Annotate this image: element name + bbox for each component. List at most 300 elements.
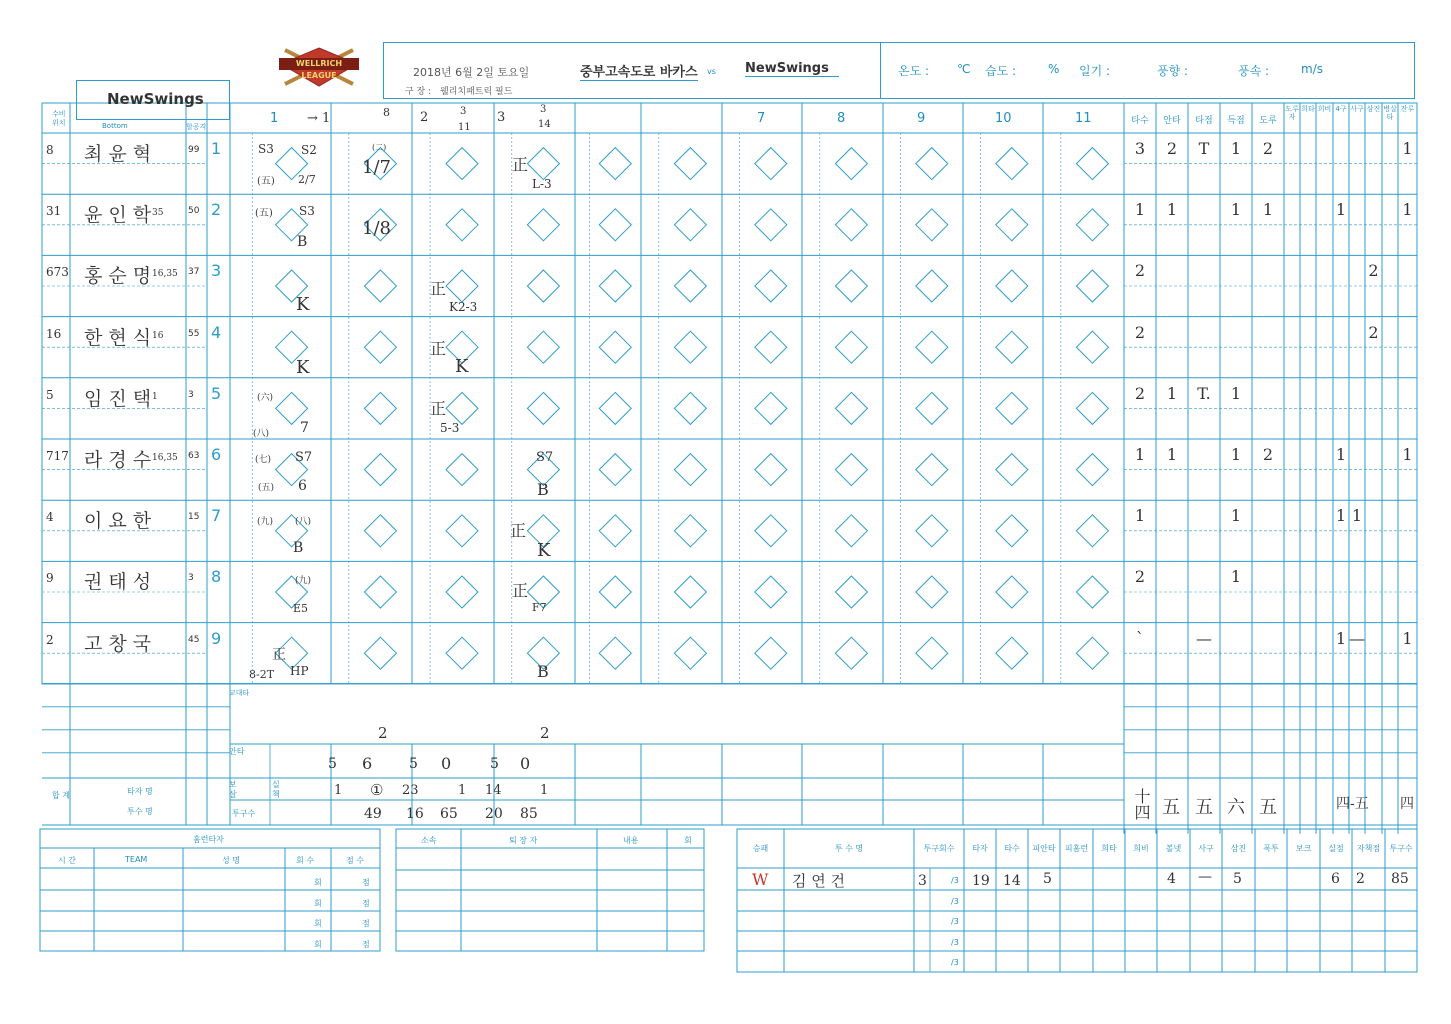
base-diamond	[674, 148, 706, 180]
third-inning-mark: /3	[951, 917, 959, 926]
mark-text: 6	[298, 478, 307, 494]
hr-col: 회 수	[296, 856, 314, 865]
inning-number: 3	[540, 104, 547, 115]
mark-text: K	[537, 540, 551, 561]
mark-text: B	[537, 480, 549, 499]
base-diamond	[916, 515, 948, 547]
inning-number: 9	[917, 111, 926, 126]
walk-error-total: 14	[485, 783, 502, 798]
base-diamond	[599, 637, 631, 669]
humidity-label: 습도 :	[985, 64, 1017, 78]
inning-number: 14	[538, 119, 551, 130]
batter-stat: 2	[1368, 261, 1379, 281]
base-diamond	[996, 209, 1028, 241]
batter-stat: 1	[1166, 445, 1178, 464]
stat-header: 희타	[1301, 105, 1315, 113]
batter-stat: 2	[1262, 445, 1274, 464]
stat-tally: 五	[1195, 797, 1213, 818]
hits-total: 0	[520, 754, 531, 773]
batter-uniform-number: 37	[188, 267, 200, 278]
base-diamond	[674, 576, 706, 608]
stat-header: 도루	[1259, 116, 1277, 126]
base-diamond	[674, 454, 706, 486]
stat-header: 타수	[1131, 116, 1149, 126]
batter-stat: 1	[1230, 383, 1242, 403]
base-diamond	[364, 392, 396, 424]
third-inning-mark: /3	[951, 897, 959, 906]
walk-error-total: ①	[370, 781, 384, 799]
batter-sub-number: 1	[152, 391, 158, 402]
base-diamond	[996, 454, 1028, 486]
mark-text: K	[296, 357, 310, 378]
base-diamond	[1076, 576, 1108, 608]
base-diamond	[674, 392, 706, 424]
stat-header: 타점	[1195, 116, 1213, 126]
mark-text: (八)	[295, 517, 312, 527]
stat-header: 도루자	[1285, 105, 1299, 121]
inning-number: 10	[995, 111, 1012, 126]
base-diamond	[527, 331, 559, 363]
batter-stat: 1	[1351, 506, 1363, 526]
mark-text: B	[297, 234, 308, 250]
pitcher-col-header: 타수	[1004, 844, 1020, 853]
mark-text: 正	[510, 521, 527, 540]
pitch-total: 65	[440, 806, 458, 822]
away-team: NewSwings	[745, 61, 839, 77]
batter-stat: 1	[1230, 567, 1242, 587]
base-diamond	[1076, 270, 1108, 302]
pitcher-col-header: 타자	[972, 844, 988, 853]
sub-run-mark: 2	[540, 724, 550, 742]
hits-total: 6	[362, 754, 373, 773]
pitcher-col-header: 승패	[752, 844, 769, 853]
base-diamond	[599, 331, 631, 363]
base-diamond	[1076, 209, 1108, 241]
inning-number: 2	[420, 110, 429, 125]
base-diamond	[835, 148, 867, 180]
inning-number: 8	[383, 106, 390, 119]
mark-text: K	[455, 356, 469, 377]
base-diamond	[916, 331, 948, 363]
batter-stat: 2	[1134, 567, 1146, 587]
base-diamond	[996, 637, 1028, 669]
pitcher-hbp: —	[1198, 869, 1212, 885]
base-diamond	[599, 515, 631, 547]
batter-uniform-number: 55	[188, 328, 200, 339]
pitcher-col-header: 피안타	[1032, 844, 1056, 853]
base-diamond	[674, 331, 706, 363]
batter-name: 윤 인 학	[84, 204, 152, 227]
base-diamond	[1076, 148, 1108, 180]
stat-header: 병살타	[1383, 105, 1397, 121]
hr-inning-unit: 회	[314, 899, 322, 908]
stat-header: 희비	[1317, 105, 1332, 113]
batting-order: 7	[211, 506, 222, 526]
inning-number: 11	[1075, 111, 1092, 126]
batter-stat: T	[1198, 139, 1210, 158]
mark-text: 正	[430, 399, 447, 418]
inning-number: 3	[497, 110, 506, 125]
batter-name: 라 경 수	[84, 449, 152, 471]
stat-tally: 四	[1400, 796, 1414, 812]
base-diamond	[527, 270, 559, 302]
base-diamond	[916, 576, 948, 608]
wind-speed-unit: m/s	[1301, 62, 1323, 76]
base-diamond	[364, 331, 396, 363]
batter-name: 권 태 성	[84, 571, 152, 594]
base-diamond	[916, 637, 948, 669]
mark-text: (五)	[258, 483, 275, 493]
batter-stat: 1	[1134, 445, 1146, 464]
batter-position: 2	[46, 632, 54, 647]
base-diamond	[446, 209, 478, 241]
base-diamond	[1076, 637, 1108, 669]
batter-sub-number: 16,35	[152, 269, 178, 280]
batter-stat: 2	[1368, 322, 1379, 342]
batting-order: 3	[211, 261, 222, 281]
stadium-name: 웰리치패트릭 필드	[440, 87, 513, 97]
batter-uniform-number: 45	[188, 634, 200, 645]
batter-stat: 1	[1335, 445, 1347, 464]
third-inning-mark: /3	[951, 938, 959, 947]
base-diamond	[835, 576, 867, 608]
base-diamond	[916, 270, 948, 302]
mark-text: S7	[536, 450, 554, 465]
batter-stat: 3	[1134, 139, 1146, 158]
base-diamond	[446, 637, 478, 669]
batter-stat: 2	[1166, 139, 1178, 158]
inning-number: 7	[757, 111, 766, 126]
stat-tally: 四-五	[1336, 796, 1369, 812]
pitch-count-label: 투구수	[232, 809, 256, 818]
batter-name: 홍 순 명	[84, 265, 152, 288]
pitcher-col-header: 피홈런	[1064, 844, 1089, 853]
inning-number: → 1	[307, 111, 331, 126]
stadium-label: 구 장 :	[405, 87, 432, 97]
base-diamond	[835, 392, 867, 424]
batting-order: 6	[211, 445, 222, 464]
league-logo	[275, 44, 363, 90]
batter-name: 임 진 택	[84, 387, 152, 410]
base-diamond	[446, 392, 478, 424]
mark-text: 8-2T	[249, 668, 275, 681]
mark-text: (九)	[257, 517, 274, 527]
base-diamond	[996, 515, 1028, 547]
base-diamond	[364, 637, 396, 669]
batter-position: 16	[46, 326, 62, 341]
stat-header: 안타	[1163, 116, 1181, 126]
base-diamond	[835, 270, 867, 302]
inning-number: 3	[460, 106, 467, 117]
wind-speed-label: 풍속 :	[1238, 64, 1270, 78]
batter-stat: 1	[1134, 506, 1146, 526]
pitcher-col-header: 보크	[1295, 844, 1312, 853]
batter-stat: 1	[1402, 139, 1413, 158]
mark-text: S3	[299, 204, 315, 218]
pitcher-pitches: 85	[1391, 871, 1409, 887]
sub-run-mark: 2	[378, 724, 388, 742]
batter-uniform-number: 15	[188, 512, 200, 523]
batter-stat: 1	[1335, 200, 1347, 220]
mark-text: K2-3	[449, 300, 478, 314]
game-date: 2018년 6월 2일 토요일	[413, 66, 530, 79]
third-inning-mark: /3	[951, 876, 959, 885]
mark-text: 7	[300, 420, 309, 436]
base-diamond	[599, 148, 631, 180]
batter-stat: 2	[1262, 139, 1274, 158]
batter-sub-number: 16,35	[152, 453, 178, 463]
batter-uniform-number: 63	[188, 451, 200, 461]
hits-total: 5	[328, 756, 337, 772]
base-diamond	[364, 515, 396, 547]
walk-error-total: 1	[458, 783, 467, 798]
mark-text: K	[296, 294, 310, 315]
mark-text: 正	[512, 581, 529, 600]
mark-text: F7	[532, 601, 547, 614]
pitch-total: 49	[364, 806, 382, 822]
batter-position: 673	[46, 265, 69, 280]
base-diamond	[446, 270, 478, 302]
base-diamond	[916, 148, 948, 180]
base-diamond	[835, 331, 867, 363]
base-diamond	[835, 515, 867, 547]
mark-text: (九)	[295, 576, 312, 586]
batting-order: 9	[211, 628, 222, 648]
pitcher-runs: 6	[1331, 871, 1340, 887]
batter-position: 5	[46, 387, 54, 402]
mark-text: 正	[272, 647, 286, 663]
batter-stat: 1	[1262, 200, 1274, 220]
base-diamond	[674, 515, 706, 547]
team-name: NewSwings	[107, 90, 204, 108]
pitcher-col-header: 투구수	[1389, 844, 1413, 853]
batter-name: 최 윤 혁	[84, 143, 152, 165]
base-diamond	[674, 637, 706, 669]
base-diamond	[996, 576, 1028, 608]
batter-name: 고 창 국	[84, 632, 152, 655]
base-diamond	[527, 209, 559, 241]
base-diamond	[446, 148, 478, 180]
batter-position: 717	[46, 449, 69, 463]
hr-inning-unit: 회	[314, 919, 322, 928]
inning-number: 8	[837, 111, 846, 126]
temp-label: 온도 :	[898, 64, 930, 78]
hr-runs-unit: 점	[362, 878, 370, 887]
vs-label: vs	[707, 67, 716, 76]
batting-order: 8	[211, 567, 222, 587]
base-diamond	[599, 454, 631, 486]
ej-col: 퇴 장 자	[509, 836, 538, 845]
pitcher-er: 2	[1356, 871, 1365, 887]
hr-inning-unit: 회	[314, 940, 322, 949]
batting-order: 1	[211, 139, 222, 158]
error-label: 실 책	[272, 780, 280, 799]
batter-sub-number: 16	[152, 330, 164, 341]
base-diamond	[446, 576, 478, 608]
batting-order: 4	[211, 322, 222, 342]
base-diamond	[835, 637, 867, 669]
base-diamond	[835, 209, 867, 241]
pos-label: 수비 위치	[52, 110, 66, 127]
base-diamond	[996, 148, 1028, 180]
pitcher-so: 5	[1233, 871, 1242, 887]
stat-header: 4구	[1335, 105, 1347, 113]
batter-stat: 1	[1402, 445, 1413, 464]
base-diamond	[446, 515, 478, 547]
hr-runs-unit: 점	[362, 899, 370, 908]
ej-col: 회	[684, 836, 692, 845]
batter-stat: 1	[1166, 383, 1178, 403]
pitcher-col-header: 삼진	[1230, 844, 1247, 853]
pitcher-name: 김 연 건	[792, 872, 846, 890]
mark-text: S7	[295, 450, 313, 465]
base-diamond	[527, 392, 559, 424]
pitcher-col-header: 투 수 명	[834, 844, 864, 853]
pitcher-col-header: 볼넷	[1165, 844, 1182, 853]
stat-header: 잔루	[1400, 105, 1415, 113]
batter-stat: 1	[1402, 200, 1413, 220]
pitcher-hits: 5	[1043, 871, 1052, 887]
base-diamond	[755, 209, 787, 241]
base-diamond	[599, 576, 631, 608]
base-diamond	[916, 209, 948, 241]
batter-stat: 2	[1134, 383, 1146, 403]
sub-batter-label: 교대타	[229, 689, 250, 697]
total-label: 합 계	[52, 791, 70, 800]
stat-header: 득점	[1227, 116, 1245, 126]
hits-total: 0	[441, 754, 452, 773]
mark-text: 5-3	[440, 421, 460, 435]
pitcher-bf: 19	[972, 873, 990, 889]
stat-tally: 六	[1227, 797, 1245, 818]
batter-stat: 1	[1230, 200, 1242, 220]
pitch-total: 85	[520, 806, 538, 822]
mark-text: 正	[512, 155, 529, 174]
mark-text: S3	[258, 142, 274, 156]
batter-stat: 1	[1335, 506, 1347, 526]
walk-label: 보 살	[229, 780, 237, 799]
batter-name: 한 현 식	[84, 326, 152, 349]
stat-tally: 五	[1162, 797, 1180, 818]
batter-stat: —	[1196, 628, 1212, 648]
pitcher-name-label: 투수 명	[127, 807, 153, 816]
walk-error-total: 1	[334, 783, 343, 798]
stat-tally: 五	[1259, 797, 1277, 818]
batter-position: 8	[46, 143, 54, 157]
base-diamond	[364, 576, 396, 608]
base-diamond	[364, 454, 396, 486]
base-diamond	[1076, 392, 1108, 424]
base-diamond	[916, 454, 948, 486]
batter-name: 이 요 한	[84, 510, 152, 533]
base-diamond	[527, 148, 559, 180]
batter-stat: 1	[1335, 628, 1347, 648]
batter-stat: T.	[1197, 383, 1211, 403]
batter-uniform-number: 3	[188, 389, 194, 400]
pitcher-walks: 4	[1167, 871, 1176, 887]
hr-col: TEAM	[125, 855, 148, 864]
mark-text: (二)	[372, 143, 387, 152]
base-diamond	[755, 454, 787, 486]
base-diamond	[1076, 454, 1108, 486]
hits-label: 안타	[229, 747, 245, 756]
base-diamond	[599, 392, 631, 424]
mark-text: 2/7	[298, 173, 316, 186]
batting-order: 2	[211, 200, 222, 220]
pitcher-ab: 14	[1003, 873, 1021, 889]
base-diamond	[599, 270, 631, 302]
home-team: 중부고속도로 바카스	[580, 61, 698, 81]
mark-text: (五)	[255, 208, 273, 219]
pitcher-result: W	[752, 870, 769, 889]
humidity-unit: %	[1048, 62, 1060, 76]
mark-text: 正	[430, 279, 447, 298]
order-label: 할공격	[186, 123, 207, 131]
batter-stat: 1	[1230, 139, 1242, 158]
mark-text: 1/7	[362, 157, 391, 178]
pitcher-col-header: 실점	[1328, 844, 1344, 853]
base-diamond	[755, 270, 787, 302]
temp-unit: ℃	[957, 62, 971, 76]
ej-col: 내용	[623, 836, 639, 845]
stat-header: 삼진	[1366, 105, 1381, 113]
batter-stat: 1	[1134, 200, 1146, 220]
mark-text: HP	[290, 664, 309, 678]
mark-text: E5	[293, 602, 309, 615]
batter-position: 31	[46, 204, 62, 219]
mark-text: (五)	[257, 176, 275, 187]
base-diamond	[916, 392, 948, 424]
pitch-total: 16	[406, 806, 424, 822]
batter-uniform-number: 3	[188, 573, 194, 584]
base-diamond	[446, 454, 478, 486]
base-diamond	[835, 454, 867, 486]
batter-position: 4	[46, 510, 54, 525]
batter-uniform-number: 99	[188, 145, 200, 155]
batter-name-label: 타자 명	[127, 787, 153, 796]
batter-stat: —	[1349, 628, 1365, 648]
ej-col: 소속	[421, 836, 437, 845]
mark-text: B	[293, 540, 304, 556]
weather-label: 일기 :	[1079, 64, 1111, 78]
wind-dir-label: 풍향 :	[1157, 64, 1189, 78]
pitcher-col-header: 희타	[1101, 844, 1117, 853]
stat-tally: 十四	[1132, 788, 1151, 820]
inning-number: 11	[458, 122, 471, 133]
base-diamond	[755, 148, 787, 180]
pitch-total: 20	[485, 806, 503, 822]
pitcher-col-header: 사구	[1198, 844, 1214, 853]
inning-number: 1	[270, 111, 279, 126]
hr-col: 성 명	[222, 856, 240, 865]
mark-text: L-3	[532, 177, 552, 191]
hr-runs-unit: 점	[362, 919, 370, 928]
base-diamond	[996, 331, 1028, 363]
logo-text: WELLRICH LEAGUE	[295, 59, 343, 80]
third-inning-mark: /3	[951, 958, 959, 967]
base-diamond	[599, 209, 631, 241]
base-diamond	[755, 637, 787, 669]
batter-stat: 1	[1402, 628, 1413, 648]
base-diamond	[996, 392, 1028, 424]
stat-header: 사구	[1350, 105, 1364, 113]
hr-col: 시 간	[58, 856, 76, 865]
walk-error-total: 1	[540, 783, 549, 798]
mark-text: (八)	[253, 429, 270, 439]
hits-total: 5	[490, 756, 499, 772]
batting-order: 5	[211, 383, 222, 403]
pitcher-col-header: 폭투	[1263, 844, 1279, 853]
